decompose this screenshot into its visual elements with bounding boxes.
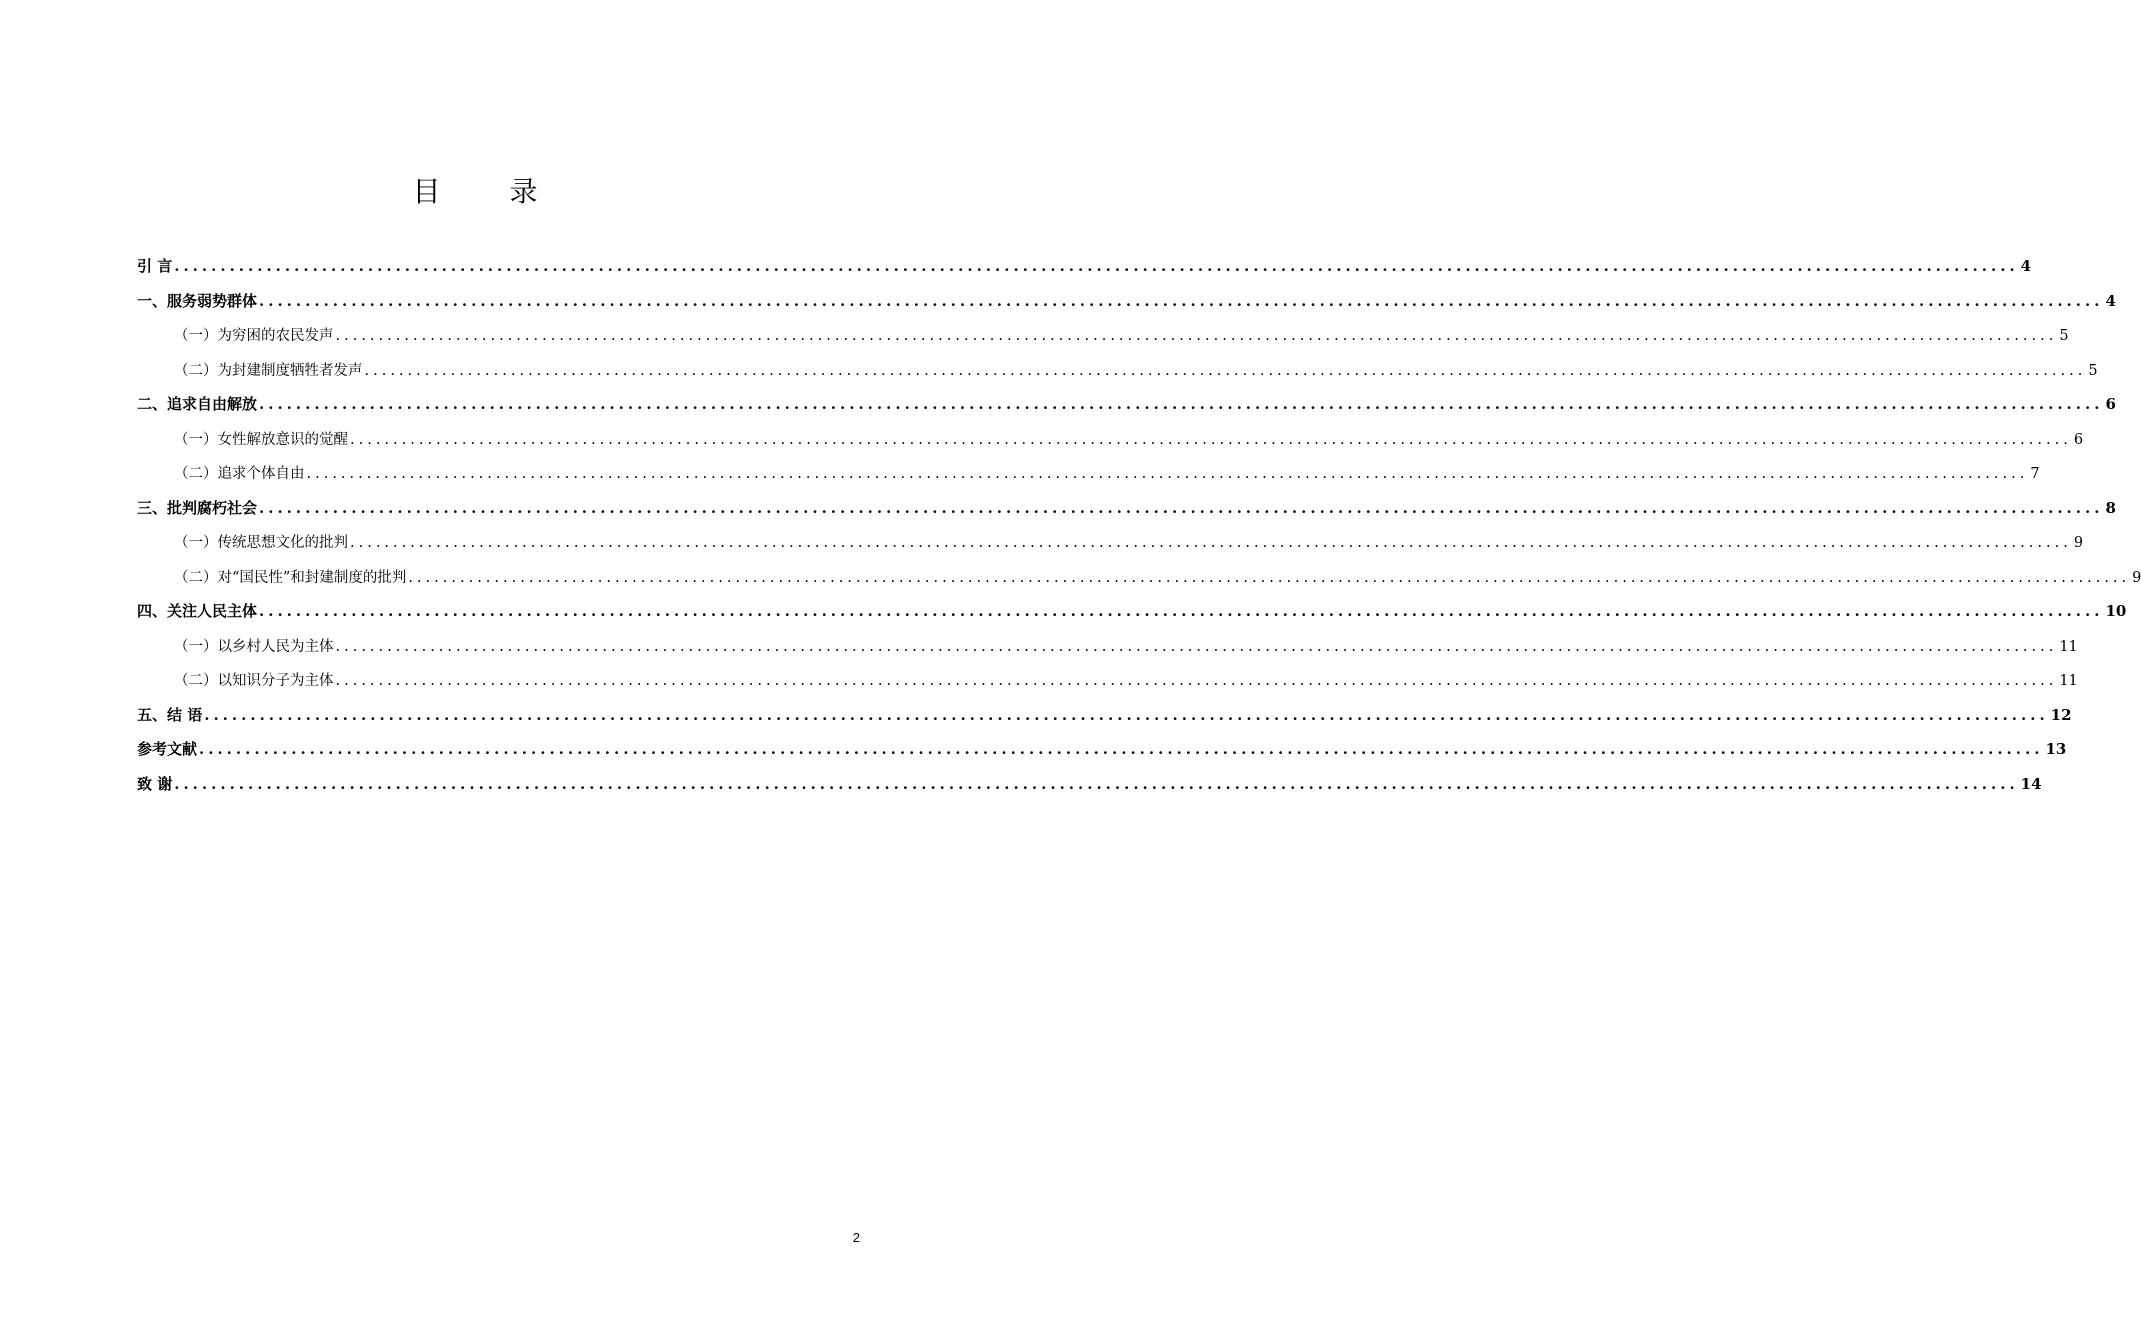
table-of-contents: [137, 255, 2141, 807]
toc-leader-dots: ........................................................................................................................................................................................................: [199, 740, 2044, 758]
toc-entry-page: 12: [2050, 705, 2072, 724]
toc-entry[interactable]: [137, 566, 2141, 601]
toc-entry-label: （一）传统思想文化的批判: [174, 535, 348, 551]
toc-entry[interactable]: [137, 600, 2127, 635]
toc-entry-page: 6: [2073, 431, 2084, 448]
toc-entry-label: （一）为穷困的农民发声: [174, 328, 334, 344]
toc-entry-page: 6: [2105, 395, 2116, 413]
toc-entry-page: 11: [2059, 673, 2078, 689]
toc-entry[interactable]: [137, 462, 2040, 497]
toc-entry-page: 10: [2105, 602, 2127, 620]
toc-entry-label: 四、关注人民主体: [137, 602, 258, 620]
toc-leader-dots: ........................................................................................................................................................................................................: [408, 569, 2131, 586]
toc-leader-dots: ........................................................................................................................................................................................................: [204, 705, 2049, 724]
toc-entry-page: 9: [2073, 535, 2084, 551]
toc-leader-dots: ........................................................................................................................................................................................................: [350, 431, 2072, 448]
toc-entry[interactable]: [137, 635, 2078, 670]
toc-entry-label: （一）女性解放意识的觉醒: [174, 431, 348, 448]
toc-entry-label: 引 言: [137, 257, 173, 275]
toc-entry[interactable]: [137, 704, 2072, 739]
toc-entry-label: 一、服务弱势群体: [137, 291, 258, 310]
toc-leader-dots: ........................................................................................................................................................................................................: [306, 466, 2029, 482]
toc-leader-dots: ........................................................................................................................................................................................................: [350, 535, 2072, 551]
toc-entry[interactable]: [137, 497, 2116, 532]
toc-entry[interactable]: [137, 669, 2078, 704]
toc-entry-page: 13: [2045, 740, 2067, 758]
toc-entry-label: （二）为封建制度牺牲者发声: [174, 362, 363, 379]
toc-leader-dots: ........................................................................................................................................................................................................: [335, 638, 2058, 655]
toc-entry-page: 14: [2020, 774, 2042, 793]
toc-entry-label: （二）追求个体自由: [174, 466, 305, 482]
page-title: 目 录: [412, 175, 568, 208]
toc-leader-dots: ........................................................................................................................................................................................................: [259, 602, 2104, 620]
toc-entry-page: 7: [2030, 466, 2040, 482]
toc-entry[interactable]: [137, 255, 2032, 290]
toc-entry[interactable]: [137, 359, 2098, 394]
toc-leader-dots: ........................................................................................................................................................................................................: [259, 498, 2104, 517]
toc-entry-page: 4: [2020, 257, 2032, 275]
toc-entry-page: 4: [2105, 291, 2116, 310]
toc-leader-dots: ........................................................................................................................................................................................................: [259, 395, 2104, 413]
toc-leader-dots: ........................................................................................................................................................................................................: [174, 774, 2019, 793]
toc-entry[interactable]: [137, 531, 2084, 566]
toc-entry[interactable]: [137, 290, 2116, 325]
toc-entry[interactable]: [137, 324, 2069, 359]
toc-entry-page: 11: [2059, 638, 2078, 655]
toc-entry[interactable]: [137, 773, 2042, 808]
toc-entry-page: 5: [2059, 328, 2069, 344]
toc-leader-dots: ........................................................................................................................................................................................................: [335, 328, 2058, 344]
toc-entry[interactable]: [137, 428, 2084, 463]
toc-entry-label: 二、追求自由解放: [137, 395, 258, 413]
toc-entry-page: 8: [2105, 498, 2116, 517]
toc-entry-label: 五、结 语: [137, 705, 203, 724]
toc-entry-label: （二）对“国民性”和封建制度的批判: [174, 569, 407, 586]
toc-entry-label: 参考文献: [137, 740, 198, 758]
toc-entry[interactable]: [137, 393, 2116, 428]
toc-entry-label: （二）以知识分子为主体: [174, 673, 334, 689]
page-number: 2: [852, 1230, 860, 1245]
toc-leader-dots: ........................................................................................................................................................................................................: [335, 673, 2058, 689]
toc-entry-label: （一）以乡村人民为主体: [174, 638, 334, 655]
toc-entry-label: 三、批判腐朽社会: [137, 498, 258, 517]
toc-leader-dots: ........................................................................................................................................................................................................: [364, 362, 2087, 379]
toc-entry-page: 9: [2132, 569, 2141, 586]
toc-entry-label: 致 谢: [137, 774, 173, 793]
toc-leader-dots: ........................................................................................................................................................................................................: [174, 257, 2019, 275]
toc-entry[interactable]: [137, 738, 2067, 773]
toc-entry-page: 5: [2088, 362, 2098, 379]
toc-leader-dots: ........................................................................................................................................................................................................: [259, 291, 2104, 310]
